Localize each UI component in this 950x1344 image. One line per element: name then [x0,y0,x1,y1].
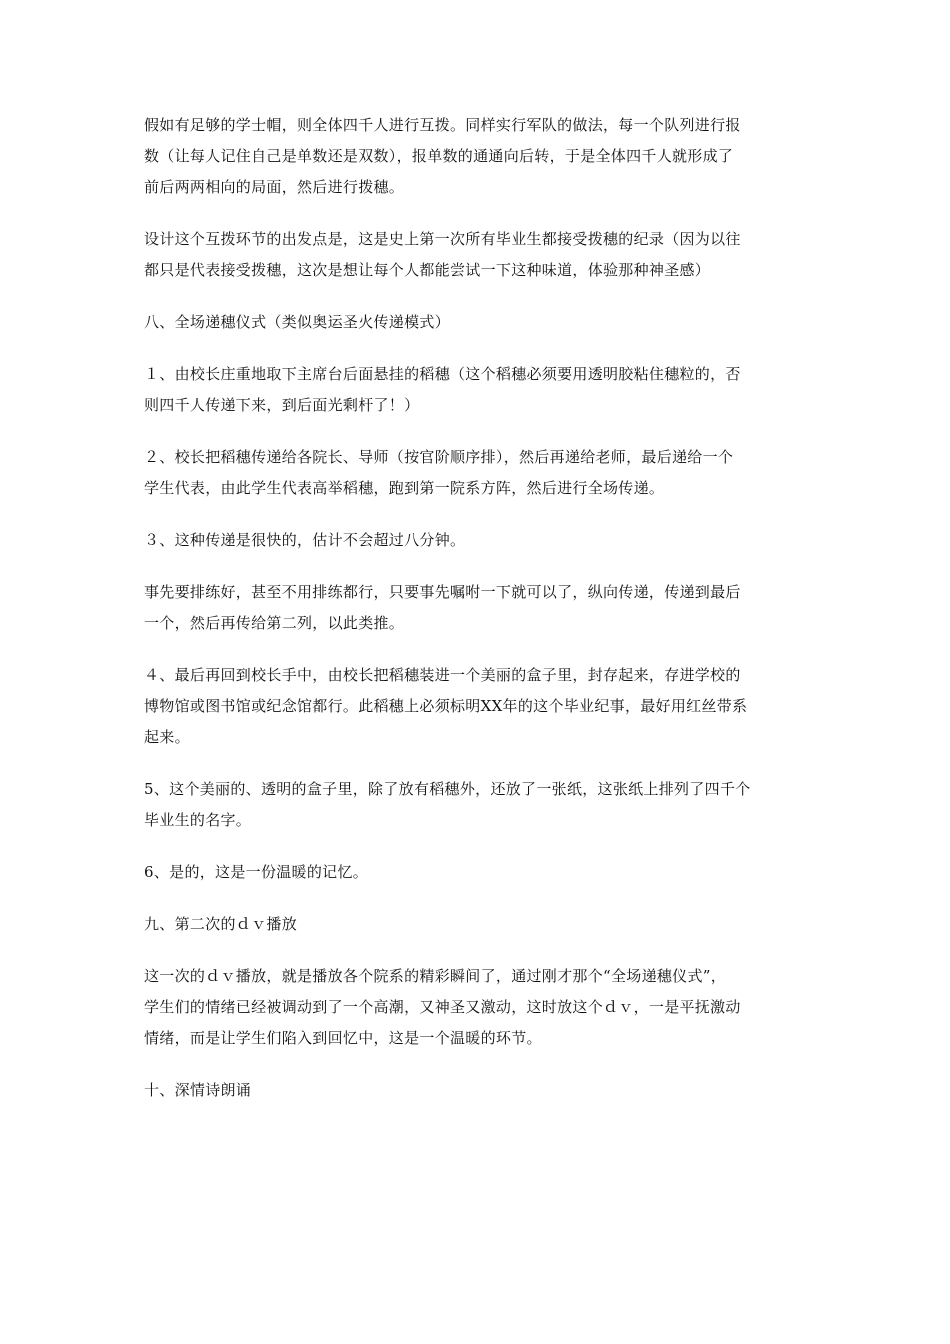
paragraph [144,525,814,556]
text-line: 事先要排练好，甚至不用排练都行，只要事先嘱咐一下就可以了，纵向传递，传递到最后 [144,583,741,601]
text-line: 则四千人传递下来，到后面光剩杆了！） [144,396,420,414]
text-line: 八、全场递穗仪式（类似奥运圣火传递模式） [144,313,451,331]
document-page [144,110,814,1127]
text-line: 数（让每人记住自己是单数还是双数），报单数的通通向后转，于是全体四千人就形成了 [144,147,734,165]
text-line: 设计这个互拨环节的出发点是，这是史上第一次所有毕业生都接受拨穗的纪录（因为以往 [144,230,741,248]
section-heading [144,307,814,338]
paragraph [144,442,814,504]
text-line: 毕业生的名字。 [144,811,252,829]
text-line: １、由校长庄重地取下主席台后面悬挂的稻穗（这个稻穗必须要用透明胶粘住穗粒的，否 [144,365,741,383]
paragraph [144,857,814,888]
text-line: 前后两两相向的局面，然后进行拨穗。 [144,178,405,196]
paragraph [144,660,814,753]
paragraph [144,577,814,639]
text-line: 5、这个美丽的、透明的盒子里，除了放有稻穗外，还放了一张纸，这张纸上排列了四千个 [144,780,751,798]
text-line: 学生代表，由此学生代表高举稻穗，跑到第一院系方阵，然后进行全场传递。 [144,479,665,497]
text-line: 这一次的ｄｖ播放，就是播放各个院系的精彩瞬间了，通过刚才那个“全场递穗仪式”， [144,967,727,985]
paragraph [144,110,814,203]
paragraph [144,224,814,286]
paragraph [144,961,814,1054]
text-line: ３、这种传递是很快的，估计不会超过八分钟。 [144,531,466,549]
text-line: 学生们的情绪已经被调动到了一个高潮，又神圣又激动，这时放这个ｄｖ，一是平抚激动 [144,998,741,1016]
text-line: 起来。 [144,728,190,746]
text-line: 6、是的，这是一份温暖的记忆。 [144,863,369,881]
text-line: 九、第二次的ｄｖ播放 [144,915,298,933]
paragraph [144,359,814,421]
text-line: ２、校长把稻穗传递给各院长、导师（按官阶顺序排），然后再递给老师，最后递给一个 [144,448,734,466]
text-line: 一个，然后再传给第二列，以此类推。 [144,614,405,632]
section-heading [144,909,814,940]
section-heading [144,1075,814,1106]
text-line: 都只是代表接受拨穗，这次是想让每个人都能尝试一下这种味道，体验那种神圣感） [144,261,711,279]
text-line: ４、最后再回到校长手中，由校长把稻穗装进一个美丽的盒子里，封存起来，存进学校的 [144,666,741,684]
text-line: 情绪，而是让学生们陷入到回忆中，这是一个温暖的环节。 [144,1029,542,1047]
text-line: 十、深情诗朗诵 [144,1081,252,1099]
text-line: 博物馆或图书馆或纪念馆都行。此稻穗上必须标明XX年的这个毕业纪事，最好用红丝带系 [144,697,748,715]
paragraph [144,774,814,836]
text-line: 假如有足够的学士帽，则全体四千人进行互拨。同样实行军队的做法，每一个队列进行报 [144,116,741,134]
